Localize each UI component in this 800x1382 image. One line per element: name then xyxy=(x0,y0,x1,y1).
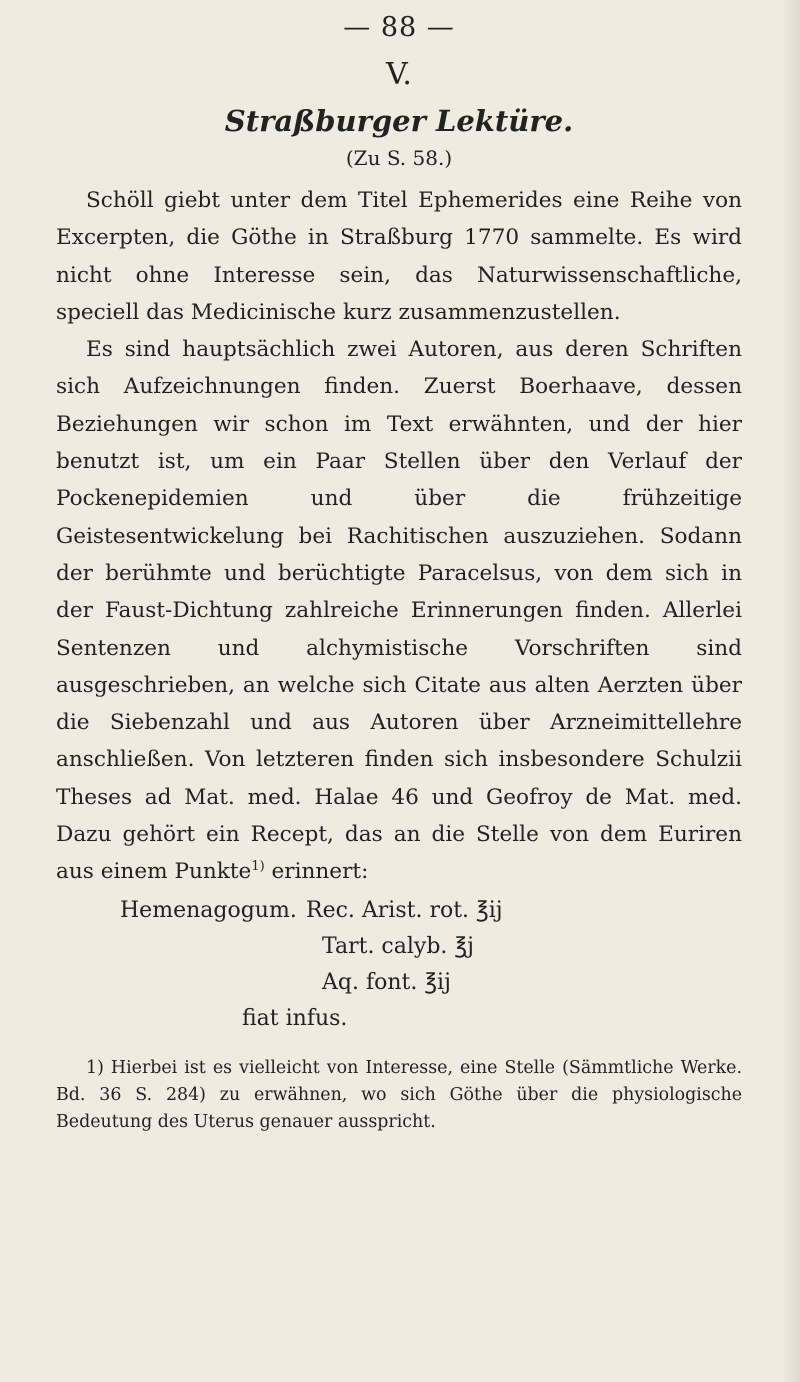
footnote-reference: 1) xyxy=(251,859,265,875)
section-number: V. xyxy=(386,57,412,92)
recipe-line-1: Rec. Arist. rot. ℥ij xyxy=(306,897,503,923)
recipe-block xyxy=(56,893,742,1037)
recipe-closing: fiat infus. xyxy=(242,1005,348,1031)
paragraph-2 xyxy=(56,331,742,890)
paragraph-1: Schöll giebt unter dem Titel Ephemerides eine Reihe von Excerpten, die Göthe in Straßburg 1770 sammelte. Es wird nicht ohne Interesse sein, das Naturwissenschaftliche, speciell das Medicinische kurz zusammenzustellen. xyxy=(56,188,742,325)
paragraph-2-tail: erinnert: xyxy=(264,859,369,885)
recipe-line-2: Tart. calyb. ℥j xyxy=(322,933,474,959)
recipe-line-3: Aq. font. ℥ij xyxy=(322,969,451,995)
paragraph-2-text: Es sind hauptsächlich zwei Autoren, aus deren Schriften sich Aufzeichnungen finden. Zuerst Boerhaave, dessen Beziehungen wir schon im Text erwähnten, und der hier benutzt ist, um ein Paar Stellen über den Verlauf der Pockenepidemien und über die frühzeitige Geistesentwickelung bei Rachitischen auszuziehen. Sodann der berühmte und berüchtigte Paracelsus, von dem sich in der Faust-Dichtung zahlreiche Erinnerungen finden. Allerlei Sentenzen und alchymistische Vorschriften sind ausgeschrieben, an welche sich Citate aus alten Aerzten über die Siebenzahl und aus Autoren über Arzneimittellehre anschließen. Von letzteren finden sich insbesondere Schulzii Theses ad Mat. med. Halae 46 und Geofroy de Mat. med. Dazu gehört ein Recept, das an die Stelle von dem Euriren aus einem Punkte xyxy=(56,337,742,885)
footnote-text: Hierbei ist es vielleicht von Interesse, eine Stelle (Sämmtliche Werke. Bd. 36 S. 284) zu erwähnen, wo sich Göthe über die physiologische Bedeutung des Uterus genauer ausspricht. xyxy=(56,1057,742,1132)
page-number-header: — 88 — xyxy=(343,12,455,43)
recipe-heading: Hemenagogum. xyxy=(120,897,297,923)
footnote-marker: 1) xyxy=(86,1057,104,1078)
page-edge-shadow xyxy=(782,0,800,1382)
section-title: Straßburger Lektüre. xyxy=(224,104,574,138)
page-reference: (Zu S. 58.) xyxy=(345,146,453,170)
footnote xyxy=(56,1055,742,1136)
